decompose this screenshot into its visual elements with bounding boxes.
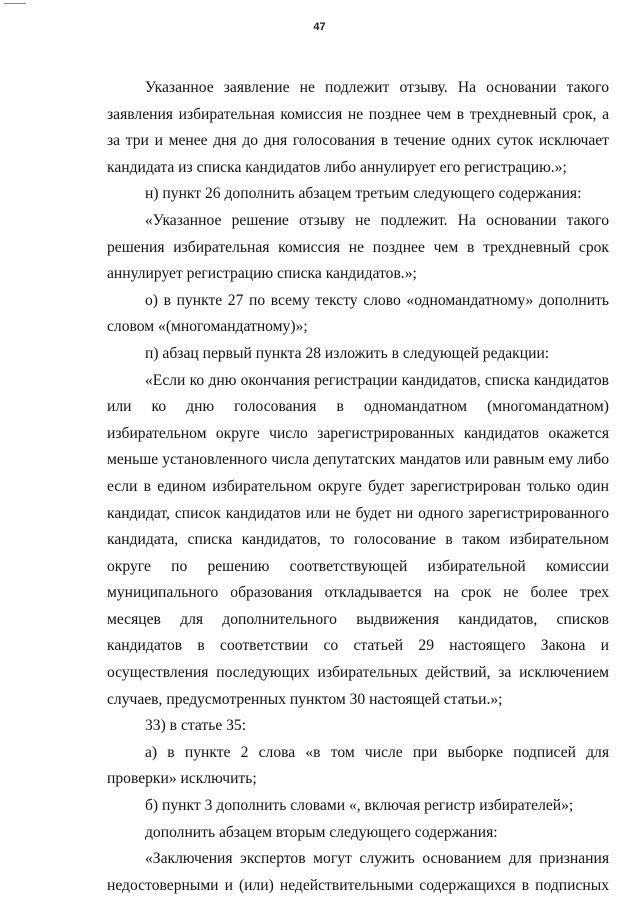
- paragraph-4: о) в пункте 27 по всему тексту слово «одномандатному» дополнить словом «(многомандатному)»;: [107, 291, 609, 336]
- paragraph-5: п) абзац первый пункта 28 изложить в следующей редакции:: [145, 344, 550, 362]
- scan-edge-mark: [4, 3, 26, 4]
- paragraph-2: н) пункт 26 дополнить абзацем третьим следующего содержания:: [145, 185, 582, 203]
- document-body: [107, 75, 609, 899]
- paragraph-1: Указанное заявление не подлежит отзыву. На основании такого заявления избирательная комиссия не позднее чем в трехдневный срок, а за три и менее дня до дня голосования в течение одних суток исключает кандидата из списка кандидатов либо аннулирует его регистрацию.»;: [107, 79, 609, 176]
- paragraph-8: а) в пункте 2 слова «в том числе при выборке подписей для проверки» исключить;: [107, 743, 609, 788]
- paragraph-6: «Если ко дню окончания регистрации кандидатов, списка кандидатов или ко дню голосования в одномандатном (многомандатном) избирательном округе число зарегистрированных кандидатов окажется меньше установленного числа депутатских мандатов или равным ему либо если в едином избирательном округе будет зарегистрирован только один кандидат, список кандидатов или не будет ни одного зарегистрированного кандидата, списка кандидатов, то голосование в таком избирательном округе по решению соответствующей избирательной комиссии муниципального образования откладывается на срок не более трех месяцев для дополнительного выдвижения кандидатов, списков кандидатов в соответствии со статьей 29 настоящего Закона и осуществления последующих избирательных действий, за исключением случаев, предусмотренных пунктом 30 настоящей статьи.»;: [107, 371, 609, 708]
- paragraph-10: дополнить абзацем вторым следующего содержания:: [145, 823, 498, 841]
- paragraph-9: б) пункт 3 дополнить словами «, включая регистр избирателей»;: [145, 797, 574, 815]
- paragraph-3: «Указанное решение отзыву не подлежит. На основании такого решения избирательная комиссия не позднее чем в трехдневный срок аннулирует регистрацию списка кандидатов.»;: [107, 211, 609, 283]
- page-number: 47: [313, 21, 326, 33]
- paragraph-11: «Заключения экспертов могут служить основанием для признания недостоверными и (или) недействительными содержащихся в подписных: [107, 850, 609, 894]
- paragraph-7: 33) в статье 35:: [145, 717, 247, 735]
